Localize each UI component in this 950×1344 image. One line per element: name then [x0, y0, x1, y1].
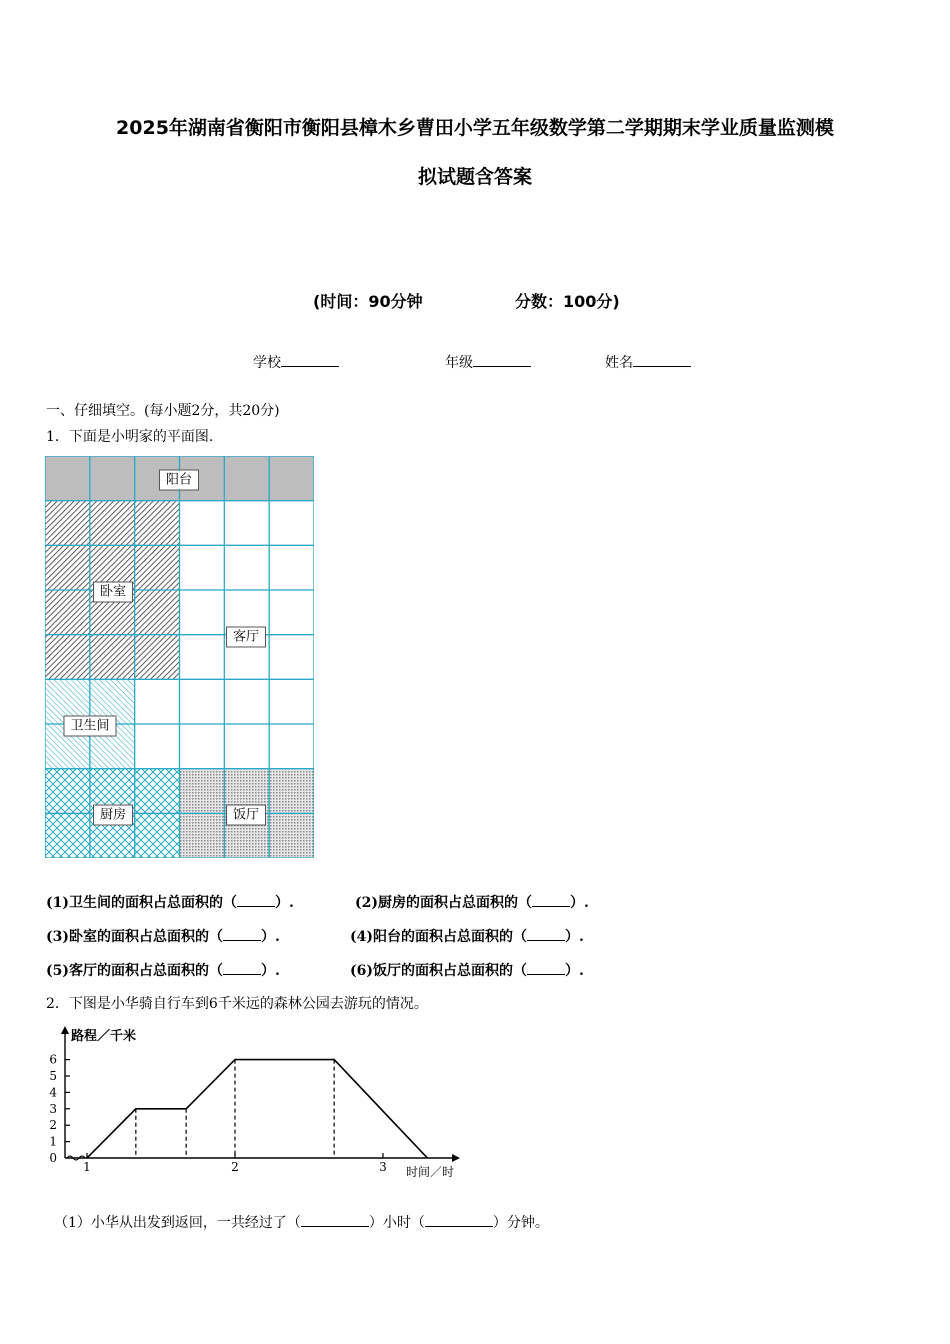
- q1-sub-1: (1)卫生间的面积占总面积的（ ）.: [46, 892, 294, 912]
- x-axis-arrow: [452, 1154, 460, 1162]
- y-tick-label: 5: [49, 1069, 57, 1083]
- room-label-bathroom: 卫生间: [63, 716, 116, 737]
- answer-blank[interactable]: [223, 926, 261, 941]
- answer-blank[interactable]: [237, 892, 275, 907]
- answer-blank-minutes[interactable]: [425, 1212, 493, 1227]
- answer-blank[interactable]: [532, 892, 570, 907]
- school-label: 学校: [253, 355, 281, 371]
- y-tick-label: 3: [49, 1101, 57, 1116]
- grade-field[interactable]: [445, 352, 531, 372]
- grade-label: 年级: [445, 355, 473, 371]
- name-label: 姓名: [605, 355, 633, 371]
- q1-sub-4: (4)阳台的面积占总面积的（ ）.: [350, 926, 584, 946]
- q1-sub-2: (2)厨房的面积占总面积的（ ）.: [355, 892, 589, 912]
- room-label-kitchen: 厨房: [93, 805, 133, 826]
- y-axis-label: 路程／千米: [71, 1029, 137, 1044]
- answer-blank[interactable]: [527, 960, 565, 975]
- y-axis-arrow: [61, 1026, 69, 1034]
- room-label-bedroom: 卧室: [93, 582, 133, 603]
- exam-score: 分数：100分): [515, 292, 620, 311]
- q2-sub-1: （1）小华从出发到返回，一共经过了（ ）小时（ ）分钟。: [54, 1212, 549, 1232]
- name-field[interactable]: [605, 352, 691, 372]
- x-tick-label: 1: [83, 1160, 91, 1174]
- question-1-text: 1．下面是小明家的平面图.: [46, 429, 214, 445]
- floor-plan-svg: [45, 456, 314, 858]
- distance-time-chart: [40, 1020, 480, 1185]
- question-2-text: 2．下图是小华骑自行车到6千米远的森林公园去游玩的情况。: [46, 996, 428, 1012]
- floor-plan: [45, 456, 314, 858]
- x-tick-label: 3: [379, 1160, 387, 1174]
- answer-blank-hours[interactable]: [301, 1212, 369, 1227]
- q1-sub-3: (3)卧室的面积占总面积的（ ）.: [46, 926, 280, 946]
- q1-sub-6: (6)饭厅的面积占总面积的（ ）.: [350, 960, 584, 980]
- room-label-balcony: 阳台: [159, 470, 199, 491]
- room-label-living: 客厅: [226, 627, 266, 648]
- answer-blank[interactable]: [527, 926, 565, 941]
- y-tick-label: 0: [49, 1151, 57, 1165]
- school-field[interactable]: [253, 352, 339, 372]
- q1-sub-5: (5)客厅的面积占总面积的（ ）.: [46, 960, 280, 980]
- x-tick-label: 2: [231, 1160, 239, 1174]
- y-tick-label: 2: [49, 1118, 57, 1133]
- series-line: [87, 1060, 427, 1158]
- x-axis-label: 时间／时: [406, 1165, 455, 1179]
- y-tick-label: 6: [49, 1052, 57, 1067]
- room-label-dining: 饭厅: [226, 805, 266, 826]
- answer-blank[interactable]: [223, 960, 261, 975]
- y-tick-label: 4: [49, 1085, 57, 1100]
- y-tick-label: 1: [49, 1134, 57, 1149]
- page-title-line1: 2025年湖南省衡阳市衡阳县樟木乡曹田小学五年级数学第二学期期末学业质量监测模: [116, 117, 834, 139]
- exam-time: (时间：90分钟: [313, 292, 423, 311]
- section-heading: 一、仔细填空。(每小题2分，共20分): [46, 403, 280, 419]
- page-title-line2: 拟试题含答案: [417, 166, 532, 188]
- chart-svg: [40, 1020, 480, 1185]
